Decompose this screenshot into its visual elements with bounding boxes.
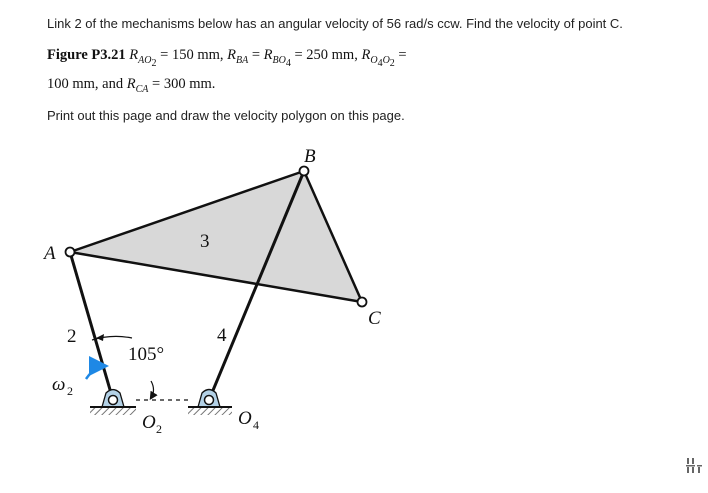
r-bo4-value: 250 mm, [306,47,358,63]
figure-label: Figure P3.21 [47,47,126,63]
joint-b [300,167,309,176]
joint-a [66,248,75,257]
ground-pivot-o2 [90,390,136,416]
label-o4-sub: 4 [253,418,259,432]
label-a: A [44,243,56,264]
label-link-2: 2 [67,326,77,347]
page-toggle-icon[interactable] [684,456,704,476]
link-3-triangle [70,171,362,302]
label-o4: O [238,408,252,429]
question-text: Link 2 of the mechanisms below has an angular velocity of 56 rad/s ccw. Find the velocity of point C. [47,16,623,31]
r-o4o2-value: 100 mm, and [47,75,124,92]
instruction-text: Print out this page and draw the velocity polygon on this page. [47,108,405,123]
r-ba-symbol: R [227,47,236,63]
label-o2: O [142,412,156,433]
r-ao2-value: 150 mm, [171,47,224,63]
omega-2-arrow [86,366,104,379]
joint-c [358,298,367,307]
label-omega-sub: 2 [67,384,73,398]
r-ca-value: 300 mm. [163,75,216,92]
figure-caption: Figure P3.21 $R_{AO_2} = 150$ mm, $R_{BA} = R_{BO_4} = 250$ mm, $R_{O_4O_2} = 100$ mm, and $R_{CA} = 300$ mm. [47,47,407,95]
angle-105-arc [151,381,154,398]
label-link-3: 3 [200,231,210,252]
label-omega: ω [52,374,66,395]
ground-pivot-o4 [188,390,232,416]
label-b: B [304,146,316,167]
label-link-4: 4 [217,325,227,346]
label-angle-105: 105° [128,344,165,365]
label-c: C [368,308,381,329]
label-o2-sub: 2 [156,422,162,436]
